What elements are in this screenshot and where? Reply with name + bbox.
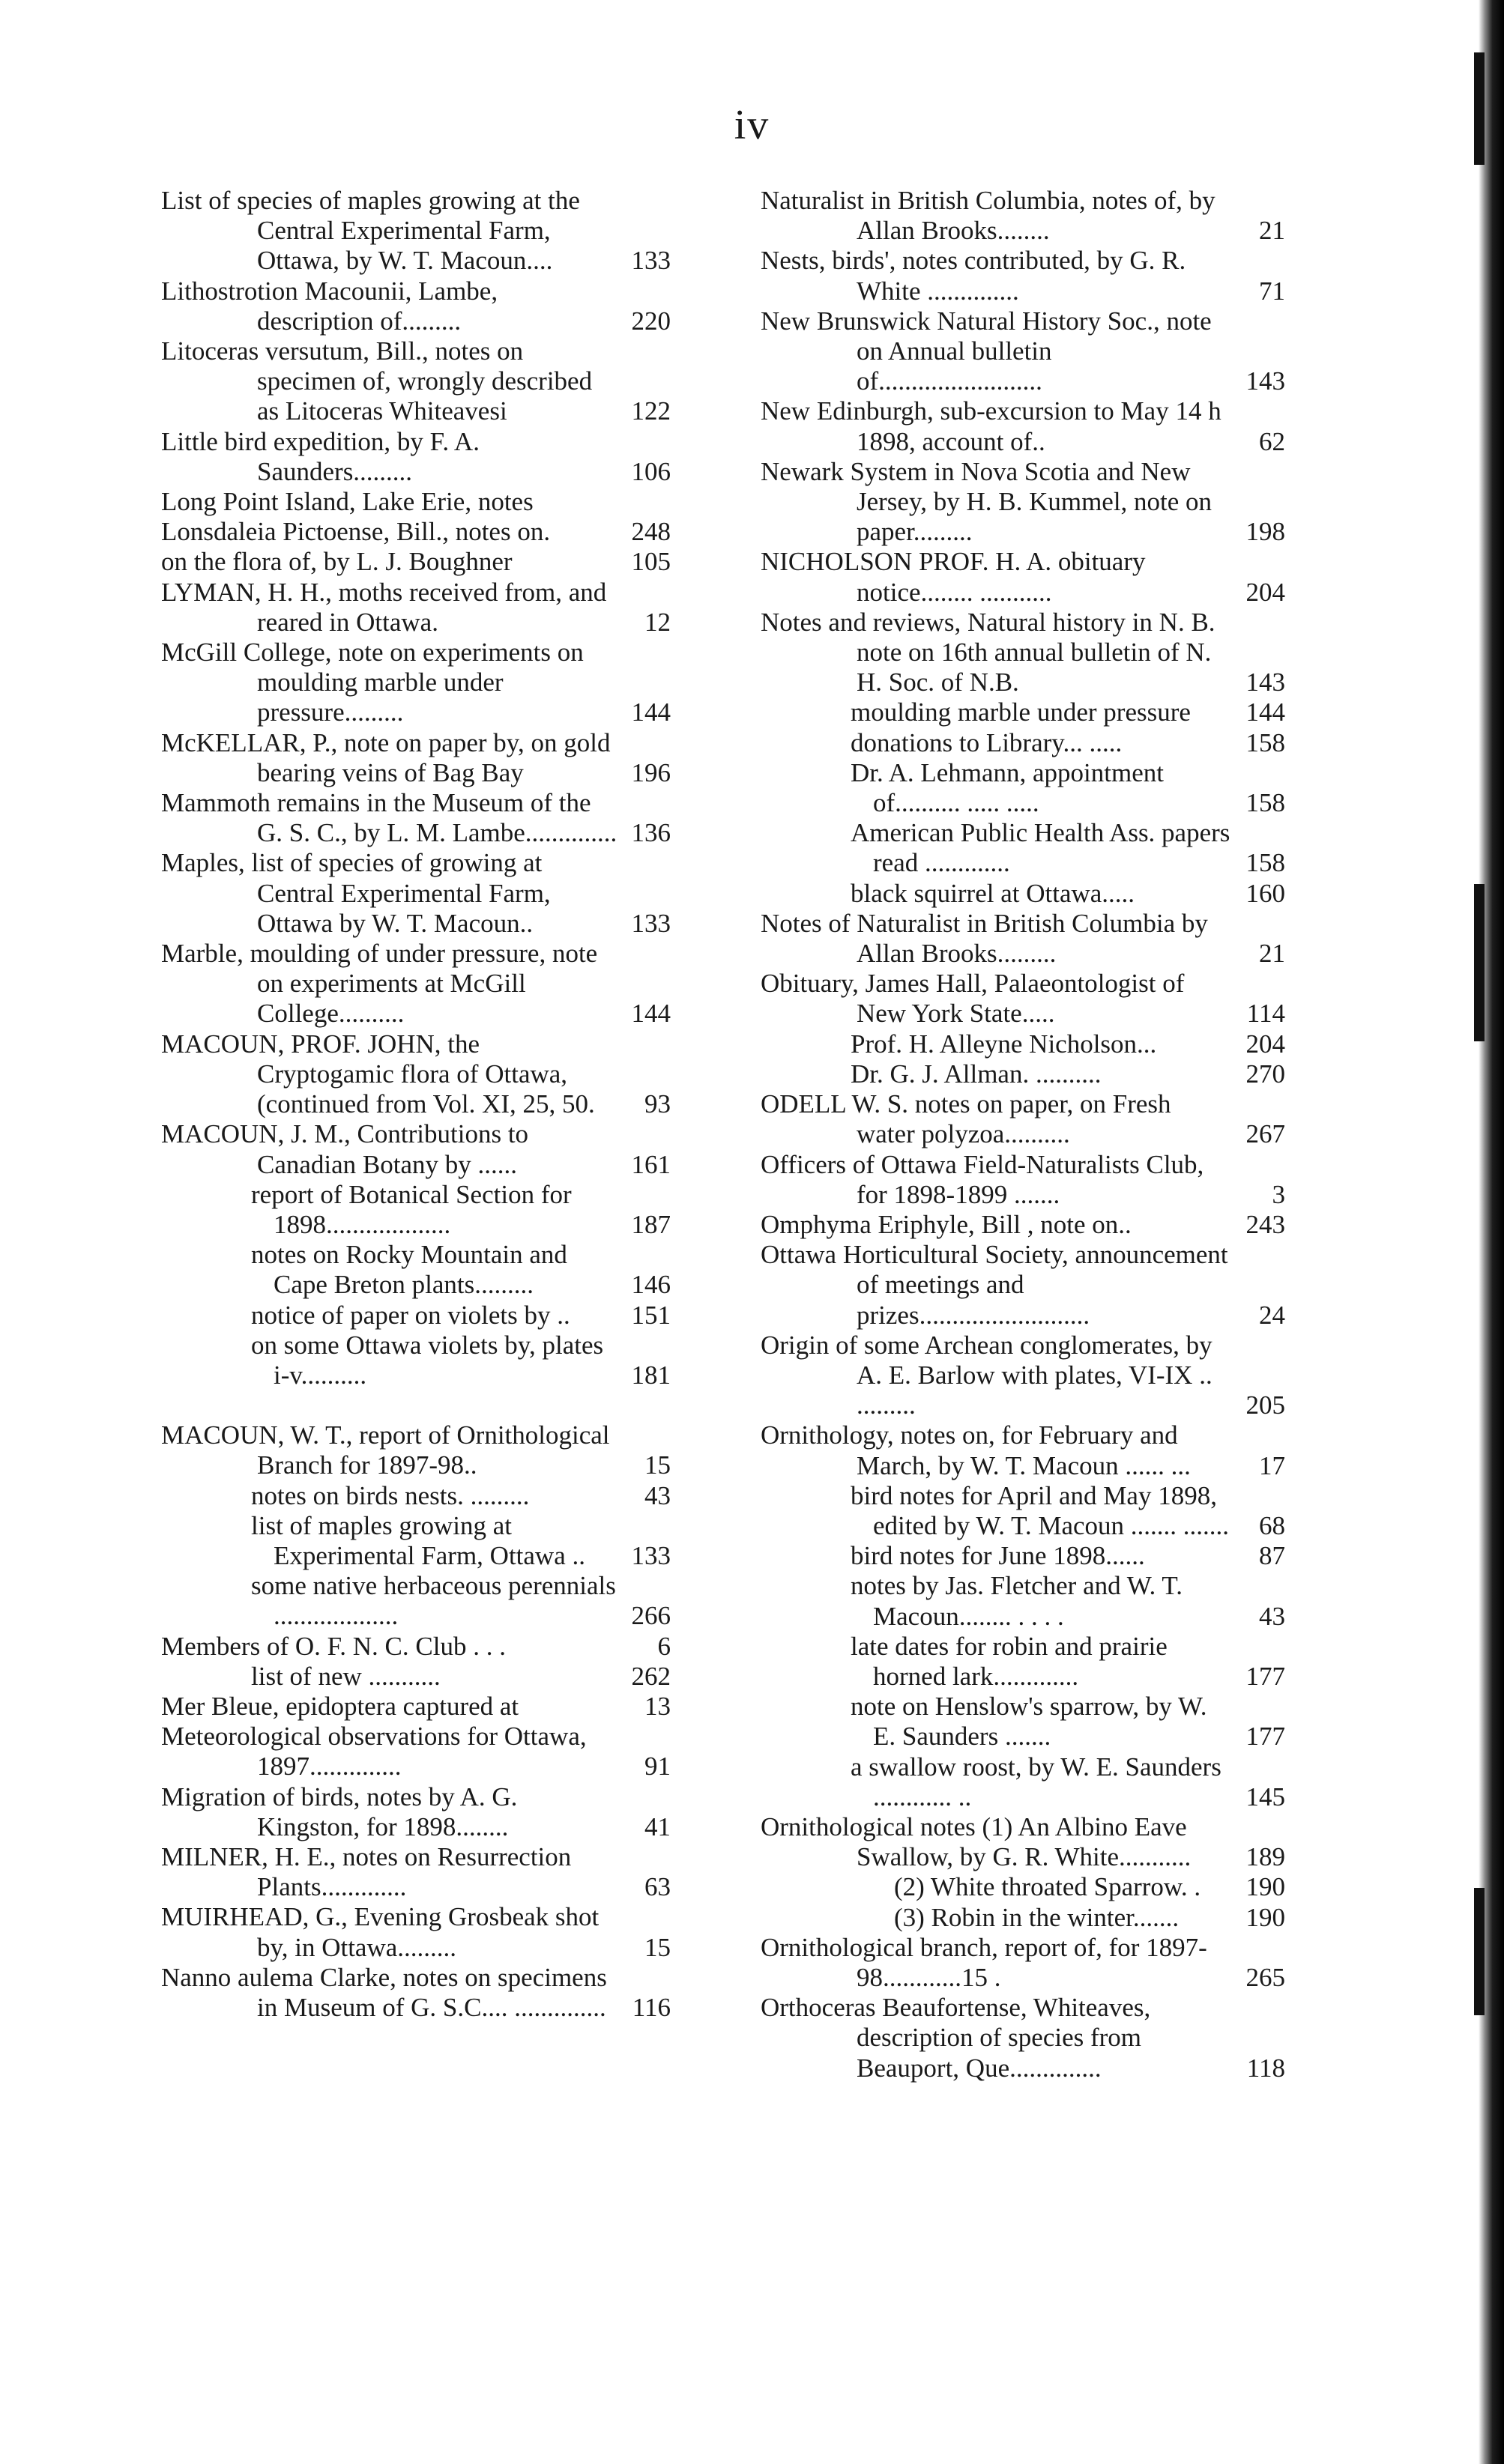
index-entry bbox=[161, 1481, 671, 1511]
entry-page: 12 bbox=[644, 607, 671, 637]
entry-text: Ornithological branch, report of, for 1897-98............15 . bbox=[761, 1932, 1207, 1992]
entry-text: on some Ottawa violets by, plates i-v.......... bbox=[251, 1330, 604, 1390]
entry-text: (2) White throated Sparrow. . bbox=[894, 1872, 1201, 1902]
entry-text: Newark System in Nova Scotia and New Jersey, by H. B. Kummel, note on paper......... bbox=[761, 456, 1212, 547]
entry-text: a swallow roost, by W. E. Saunders ............ .. bbox=[851, 1752, 1221, 1811]
index-entry bbox=[761, 818, 1285, 878]
entry-text: Nanno aulema Clarke, notes on specimens in Museum of G. S.C.... .............. bbox=[161, 1962, 607, 2022]
entry-page: 21 bbox=[1259, 216, 1285, 246]
index-entry bbox=[161, 336, 671, 427]
entry-page: 105 bbox=[631, 547, 671, 577]
index-entry bbox=[161, 848, 671, 939]
index-entry bbox=[161, 1662, 671, 1692]
entry-gap bbox=[161, 1390, 671, 1420]
entry-page: 6 bbox=[657, 1631, 671, 1661]
entry-text: moulding marble under pressure bbox=[851, 697, 1191, 727]
entry-text: ODELL W. S. notes on paper, on Fresh water polyzoa.......... bbox=[761, 1089, 1171, 1149]
index-entry bbox=[161, 1902, 671, 1962]
index-entry bbox=[761, 1150, 1285, 1210]
entry-page: 196 bbox=[631, 757, 671, 787]
index-entry bbox=[161, 1029, 671, 1120]
index-entry bbox=[161, 1301, 671, 1331]
entry-page: 13 bbox=[644, 1691, 671, 1721]
entry-page: 144 bbox=[1245, 697, 1285, 727]
entry-text: Officers of Ottawa Field-Naturalists Club, for 1898-1899 ....... bbox=[761, 1149, 1204, 1209]
index-entry bbox=[161, 1420, 671, 1480]
entry-page: 146 bbox=[631, 1270, 671, 1300]
entry-page: 43 bbox=[1259, 1601, 1285, 1631]
entry-page: 91 bbox=[644, 1752, 671, 1782]
index-entry bbox=[761, 396, 1285, 456]
entry-text: notes on birds nests. ......... bbox=[251, 1480, 530, 1510]
entry-page: 190 bbox=[1245, 1902, 1285, 1932]
index-entry bbox=[161, 578, 671, 638]
entry-page: 205 bbox=[1245, 1390, 1285, 1420]
entry-page: 68 bbox=[1259, 1510, 1285, 1540]
entry-text: Notes of Naturalist in British Columbia by Allan Brooks......... bbox=[761, 908, 1208, 969]
entry-page: 133 bbox=[631, 908, 671, 938]
entry-text: Notes and reviews, Natural history in N. B. note on 16th annual bulletin of N. H. Soc. of N.B. bbox=[761, 607, 1215, 697]
index-entry bbox=[161, 517, 671, 547]
entry-page: 177 bbox=[1245, 1722, 1285, 1752]
index-entry bbox=[761, 909, 1285, 969]
index-entry bbox=[761, 1481, 1285, 1541]
entry-page: 71 bbox=[1259, 276, 1285, 306]
entry-page: 220 bbox=[631, 306, 671, 336]
entry-text: Little bird expedition, by F. A. Saunders......... bbox=[161, 426, 480, 486]
entry-page: 17 bbox=[1259, 1450, 1285, 1480]
index-entry bbox=[161, 487, 671, 517]
entry-page: 15 bbox=[644, 1932, 671, 1962]
entry-page: 63 bbox=[644, 1872, 671, 1902]
index-entry bbox=[761, 969, 1285, 1029]
entry-page: 158 bbox=[1245, 848, 1285, 878]
entry-text: bird notes for April and May 1898, edited by W. T. Macoun ....... ....... bbox=[851, 1480, 1230, 1540]
index-entry bbox=[161, 427, 671, 487]
entry-text: Maples, list of species of growing at Central Experimental Farm, Ottawa by W. T. Macoun.. bbox=[161, 848, 551, 938]
entry-page: 204 bbox=[1245, 1029, 1285, 1059]
index-entry bbox=[161, 638, 671, 728]
entry-page: 266 bbox=[631, 1601, 671, 1631]
entry-text: (3) Robin in the winter....... bbox=[894, 1902, 1180, 1932]
scan-edge-mark bbox=[1474, 52, 1485, 165]
entry-text: list of new ........... bbox=[251, 1661, 441, 1691]
entry-page: 143 bbox=[1245, 366, 1285, 396]
index-entry bbox=[161, 547, 671, 577]
index-entry bbox=[161, 1632, 671, 1662]
entry-text: Ottawa Horticultural Society, announcement of meetings and prizes.......................... bbox=[761, 1240, 1228, 1330]
index-entry bbox=[161, 1511, 671, 1571]
index-entry bbox=[761, 1632, 1285, 1692]
entry-text: notes by Jas. Fletcher and W. T. Macoun........ . . . . bbox=[851, 1571, 1183, 1631]
entry-page: 243 bbox=[1245, 1209, 1285, 1239]
index-entry bbox=[761, 457, 1285, 548]
entry-text: Ornithological notes (1) An Albino Eave Swallow, by G. R. White........... bbox=[761, 1811, 1192, 1872]
index-entry bbox=[761, 1993, 1285, 2083]
entry-text: donations to Library... ..... bbox=[851, 727, 1123, 757]
index-entry bbox=[161, 1331, 671, 1390]
entry-page: 116 bbox=[632, 1992, 671, 2022]
entry-text: New Brunswick Natural History Soc., note on Annual bulletin of......................... bbox=[761, 306, 1212, 396]
entry-text: Obituary, James Hall, Palaeontologist of New York State..... bbox=[761, 969, 1185, 1029]
index-entry bbox=[161, 276, 671, 336]
index-column-right bbox=[761, 186, 1285, 2083]
index-entry bbox=[161, 728, 671, 788]
index-entry bbox=[761, 246, 1285, 306]
entry-page: 198 bbox=[1245, 517, 1285, 547]
entry-page: 161 bbox=[631, 1149, 671, 1179]
entry-text: Mammoth remains in the Museum of the G. S. C., by L. M. Lambe.............. bbox=[161, 788, 617, 848]
entry-page: 118 bbox=[1246, 2053, 1285, 2083]
entry-page: 93 bbox=[644, 1089, 671, 1119]
entry-text: bird notes for June 1898...... bbox=[851, 1541, 1145, 1571]
index-entry bbox=[161, 186, 671, 276]
entry-text: Dr. A. Lehmann, appointment of.......... ..... ..... bbox=[851, 757, 1164, 818]
index-entry bbox=[761, 306, 1285, 397]
scan-edge-shadow bbox=[1479, 0, 1504, 2464]
entry-page: 190 bbox=[1245, 1872, 1285, 1902]
entry-text: LYMAN, H. H., moths received from, and reared in Ottawa. bbox=[161, 577, 607, 637]
entry-page: 122 bbox=[631, 396, 671, 426]
index-entry bbox=[161, 1782, 671, 1842]
entry-text: Lonsdaleia Pictoense, Bill., notes on. bbox=[161, 517, 551, 547]
page-number: iv bbox=[734, 102, 770, 148]
entry-text: some native herbaceous perennials ................... bbox=[251, 1571, 616, 1631]
entry-text: MACOUN, W. T., report of Ornithological Branch for 1897-98.. bbox=[161, 1420, 610, 1480]
entry-page: 151 bbox=[631, 1300, 671, 1330]
entry-text: List of species of maples growing at the Central Experimental Farm, Ottawa, by W. T. Macoun.... bbox=[161, 186, 580, 276]
entry-page: 158 bbox=[1245, 727, 1285, 757]
entry-text: list of maples growing at Experimental Farm, Ottawa .. bbox=[251, 1510, 585, 1570]
entry-page: 189 bbox=[1245, 1842, 1285, 1872]
entry-text: Mer Bleue, epidoptera captured at bbox=[161, 1691, 519, 1721]
entry-page: 158 bbox=[1245, 788, 1285, 818]
index-entry bbox=[161, 1571, 671, 1631]
scan-edge-mark bbox=[1474, 1888, 1485, 2015]
entry-text: McGill College, note on experiments on moulding marble under pressure......... bbox=[161, 638, 584, 727]
entry-page: 177 bbox=[1245, 1661, 1285, 1691]
entry-page: 133 bbox=[631, 1540, 671, 1570]
index-entry bbox=[761, 1240, 1285, 1331]
entry-page: 248 bbox=[631, 517, 671, 547]
entry-text: Marble, moulding of under pressure, note on experiments at McGill College.......... bbox=[161, 939, 598, 1029]
entry-page: 114 bbox=[1246, 999, 1285, 1029]
entry-page: 24 bbox=[1259, 1300, 1285, 1330]
index-entry bbox=[761, 1089, 1285, 1149]
entry-page: 21 bbox=[1259, 939, 1285, 969]
index-entry bbox=[161, 1692, 671, 1722]
index-column-left bbox=[161, 186, 671, 2023]
entry-page: 143 bbox=[1245, 668, 1285, 697]
index-entry bbox=[761, 758, 1285, 818]
entry-page: 181 bbox=[631, 1360, 671, 1390]
entry-text: Lithostrotion Macounii, Lambe, description of......... bbox=[161, 276, 498, 336]
entry-text: on the flora of, by L. J. Boughner bbox=[161, 547, 513, 577]
entry-text: Members of O. F. N. C. Club . . . bbox=[161, 1631, 506, 1661]
entry-text: Dr. G. J. Allman. .......... bbox=[851, 1059, 1102, 1089]
index-entry bbox=[761, 1331, 1285, 1421]
index-entry bbox=[761, 547, 1285, 607]
entry-text: Orthoceras Beaufortense, Whiteaves, description of species from Beauport, Que.............. bbox=[761, 1993, 1151, 2083]
index-entry bbox=[761, 1812, 1285, 1872]
entry-text: Origin of some Archean conglomerates, by A. E. Barlow with plates, VI-IX .. ......... bbox=[761, 1330, 1212, 1420]
entry-text: NICHOLSON PROF. H. A. obituary notice........ ........... bbox=[761, 547, 1146, 607]
entry-text: MILNER, H. E., notes on Resurrection Plants............. bbox=[161, 1841, 572, 1902]
entry-text: Ornithology, notes on, for February and March, by W. T. Macoun ...... ... bbox=[761, 1420, 1191, 1480]
entry-text: Omphyma Eriphyle, Bill , note on.. bbox=[761, 1209, 1132, 1239]
entry-text: Prof. H. Alleyne Nicholson... bbox=[851, 1029, 1157, 1059]
index-entry bbox=[161, 1842, 671, 1902]
entry-page: 204 bbox=[1245, 577, 1285, 607]
scan-edge-mark bbox=[1474, 884, 1485, 1041]
index-entry bbox=[761, 879, 1285, 909]
entry-text: notes on Rocky Mountain and Cape Breton plants......... bbox=[251, 1240, 567, 1300]
index-entry bbox=[761, 1029, 1285, 1059]
entry-page: 267 bbox=[1245, 1119, 1285, 1149]
entry-page: 145 bbox=[1245, 1782, 1285, 1811]
entry-text: McKELLAR, P., note on paper by, on gold bearing veins of Bag Bay bbox=[161, 727, 611, 787]
entry-page: 106 bbox=[631, 456, 671, 486]
entry-text: MACOUN, PROF. JOHN, the Cryptogamic flora of Ottawa, (continued from Vol. XI, 25, 50. bbox=[161, 1029, 595, 1119]
entry-text: Migration of birds, notes by A. G. Kingston, for 1898........ bbox=[161, 1782, 518, 1841]
entry-page: 265 bbox=[1245, 1962, 1285, 1992]
entry-text: Long Point Island, Lake Erie, notes bbox=[161, 487, 534, 517]
entry-page: 41 bbox=[644, 1811, 671, 1841]
index-entry bbox=[161, 1119, 671, 1179]
entry-text: Nests, birds', notes contributed, by G. R. White .............. bbox=[761, 246, 1186, 306]
entry-page: 43 bbox=[644, 1480, 671, 1510]
entry-page: 15 bbox=[644, 1450, 671, 1480]
index-entry bbox=[761, 1541, 1285, 1571]
entry-text: New Edinburgh, sub-excursion to May 14 h 1898, account of.. bbox=[761, 396, 1221, 456]
index-entry bbox=[761, 186, 1285, 246]
entry-text: notice of paper on violets by .. bbox=[251, 1300, 570, 1330]
index-entry bbox=[761, 1903, 1285, 1933]
entry-text: note on Henslow's sparrow, by W. E. Saunders ....... bbox=[851, 1692, 1207, 1752]
index-entry bbox=[761, 1210, 1285, 1240]
entry-text: American Public Health Ass. papers read ............. bbox=[851, 818, 1230, 878]
index-entry bbox=[761, 1420, 1285, 1480]
entry-page: 3 bbox=[1272, 1179, 1285, 1209]
index-entry bbox=[761, 1872, 1285, 1902]
index-entry bbox=[761, 697, 1285, 727]
entry-text: MACOUN, J. M., Contributions to Canadian Botany by ...... bbox=[161, 1119, 529, 1179]
entry-text: Naturalist in British Columbia, notes of, by Allan Brooks........ bbox=[761, 186, 1215, 246]
index-entry bbox=[161, 1722, 671, 1782]
entry-page: 62 bbox=[1259, 426, 1285, 456]
index-entry bbox=[161, 939, 671, 1029]
entry-page: 87 bbox=[1259, 1541, 1285, 1571]
entry-page: 187 bbox=[631, 1209, 671, 1239]
entry-text: MUIRHEAD, G., Evening Grosbeak shot by, in Ottawa......... bbox=[161, 1902, 600, 1962]
index-entry bbox=[161, 788, 671, 848]
index-entry bbox=[761, 1933, 1285, 1993]
entry-page: 262 bbox=[631, 1661, 671, 1691]
index-entry bbox=[161, 1180, 671, 1240]
entry-text: black squirrel at Ottawa..... bbox=[851, 878, 1135, 908]
entry-text: report of Botanical Section for 1898................... bbox=[251, 1179, 572, 1239]
index-entry bbox=[161, 1240, 671, 1300]
index-entry bbox=[761, 1692, 1285, 1752]
entry-page: 136 bbox=[631, 818, 671, 848]
index-entry bbox=[161, 1963, 671, 2023]
entry-text: late dates for robin and prairie horned lark............. bbox=[851, 1631, 1168, 1691]
index-entry bbox=[761, 1059, 1285, 1089]
entry-page: 133 bbox=[631, 246, 671, 276]
index-entry bbox=[761, 1752, 1285, 1812]
index-entry bbox=[761, 608, 1285, 698]
entry-text: Litoceras versutum, Bill., notes on specimen of, wrongly described as Litoceras Whiteavesi bbox=[161, 336, 593, 426]
entry-page: 144 bbox=[631, 999, 671, 1029]
entry-page: 270 bbox=[1245, 1059, 1285, 1089]
index-entry bbox=[761, 728, 1285, 758]
entry-page: 144 bbox=[631, 697, 671, 727]
entry-text: Meteorological observations for Ottawa, 1897.............. bbox=[161, 1722, 587, 1782]
entry-page: 160 bbox=[1245, 878, 1285, 908]
index-entry bbox=[761, 1571, 1285, 1631]
